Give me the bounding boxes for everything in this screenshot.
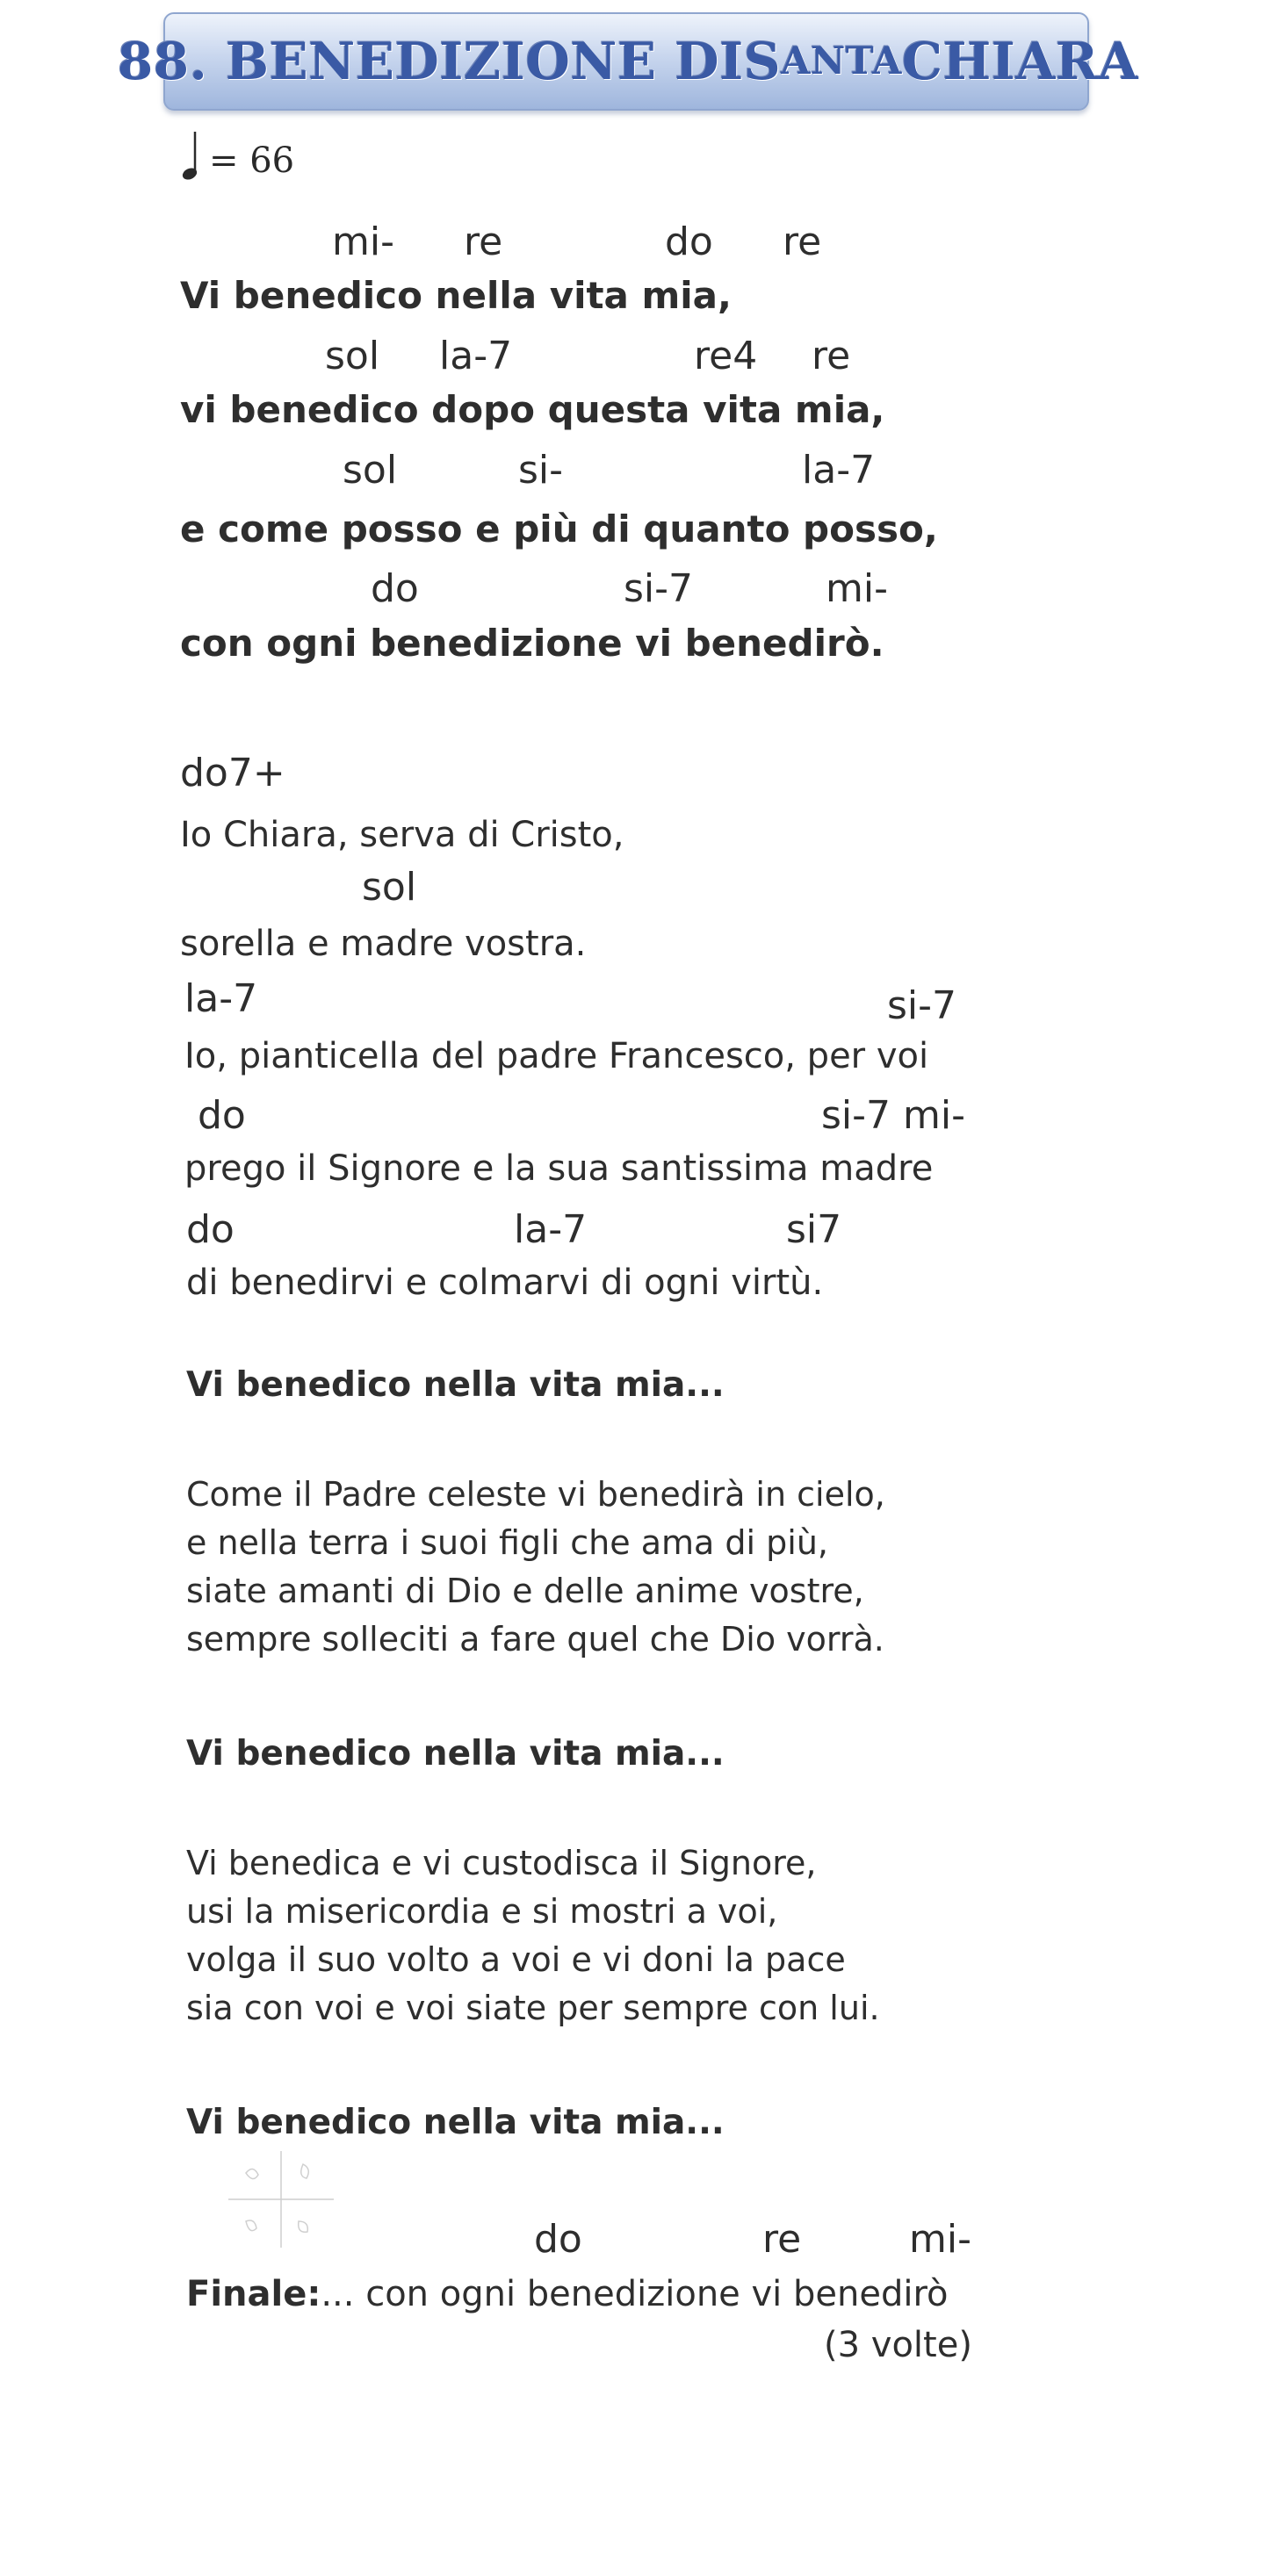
chord: do xyxy=(665,219,713,264)
repeat-note: (3 volte) xyxy=(824,2325,972,2365)
title-part-1: BENEDIZIONE DI xyxy=(226,32,744,91)
lyric-line: volga il suo volto a voi e vi doni la pace xyxy=(186,1940,846,1979)
refrain-reference: Vi benedico nella vita mia... xyxy=(186,1734,725,1774)
chord: sol xyxy=(343,448,398,493)
chord: si7 xyxy=(786,1207,842,1252)
lyric-line: siate amanti di Dio e delle anime vostre, xyxy=(186,1572,864,1610)
chord: la-7 xyxy=(439,334,513,378)
finale-text: ... con ogni benedizione vi benedirò xyxy=(321,2274,949,2314)
song-number: 88. xyxy=(117,32,208,91)
chord: si-7 xyxy=(624,566,694,611)
chord: do7+ xyxy=(180,751,285,795)
chord: mi- xyxy=(909,2217,971,2262)
chord: mi- xyxy=(332,219,394,264)
quarter-note-icon xyxy=(181,130,200,183)
lyric-line: Come il Padre celeste vi benedirà in cielo, xyxy=(186,1475,885,1514)
chord: do xyxy=(534,2217,582,2262)
chord: si-7 xyxy=(887,983,957,1028)
chord: sol xyxy=(362,865,417,910)
chord: re xyxy=(762,2217,802,2262)
lyric-line: Io, pianticella del padre Francesco, per voi xyxy=(184,1036,929,1076)
chord: mi- xyxy=(826,566,888,611)
lyric-line: e come posso e più di quanto posso, xyxy=(180,507,938,550)
lyric-line: prego il Signore e la sua santissima madre xyxy=(184,1148,934,1189)
chord: re xyxy=(783,219,822,264)
chord: la-7 xyxy=(514,1207,588,1252)
title-initial: S xyxy=(743,32,782,91)
chord: do xyxy=(198,1093,246,1138)
faint-sketch-mark xyxy=(224,2147,338,2252)
tempo-marking: = 66 xyxy=(209,140,295,181)
chord: re xyxy=(812,334,851,378)
chord: re4 xyxy=(694,334,758,378)
refrain-reference: Vi benedico nella vita mia... xyxy=(186,2103,725,2142)
refrain-reference: Vi benedico nella vita mia... xyxy=(186,1365,725,1405)
lyric-line: di benedirvi e colmarvi di ogni virtù. xyxy=(186,1263,824,1303)
chord: do xyxy=(186,1207,235,1252)
chord: la-7 xyxy=(184,976,258,1021)
finale-label: Finale: xyxy=(186,2274,321,2314)
lyric-line: Vi benedico nella vita mia, xyxy=(180,274,732,317)
lyric-line: e nella terra i suoi figli che ama di più, xyxy=(186,1523,828,1562)
lyric-line: sia con voi e voi siate per sempre con lui. xyxy=(186,1989,880,2027)
lyric-line: usi la misericordia e si mostri a voi, xyxy=(186,1892,778,1931)
chord: sol xyxy=(325,334,380,378)
lyric-line: Io Chiara, serva di Cristo, xyxy=(180,815,624,855)
title-part-3: CHIARA xyxy=(901,32,1139,91)
song-title xyxy=(117,19,1139,104)
chord: re xyxy=(464,219,503,264)
lyric-line: con ogni benedizione vi benedirò. xyxy=(180,622,884,665)
lyric-line: vi benedico dopo questa vita mia, xyxy=(180,388,885,431)
finale-line xyxy=(186,2274,949,2314)
lyric-line: sorella e madre vostra. xyxy=(180,924,587,964)
chord: do xyxy=(371,566,419,611)
chord: si-7 mi- xyxy=(821,1093,965,1138)
lyric-line: sempre solleciti a fare quel che Dio vorrà. xyxy=(186,1620,884,1659)
chord: si- xyxy=(518,448,564,493)
chord: la-7 xyxy=(802,448,876,493)
title-small-caps: ANTA xyxy=(781,40,902,83)
lyric-line: Vi benedica e vi custodisca il Signore, xyxy=(186,1844,817,1882)
